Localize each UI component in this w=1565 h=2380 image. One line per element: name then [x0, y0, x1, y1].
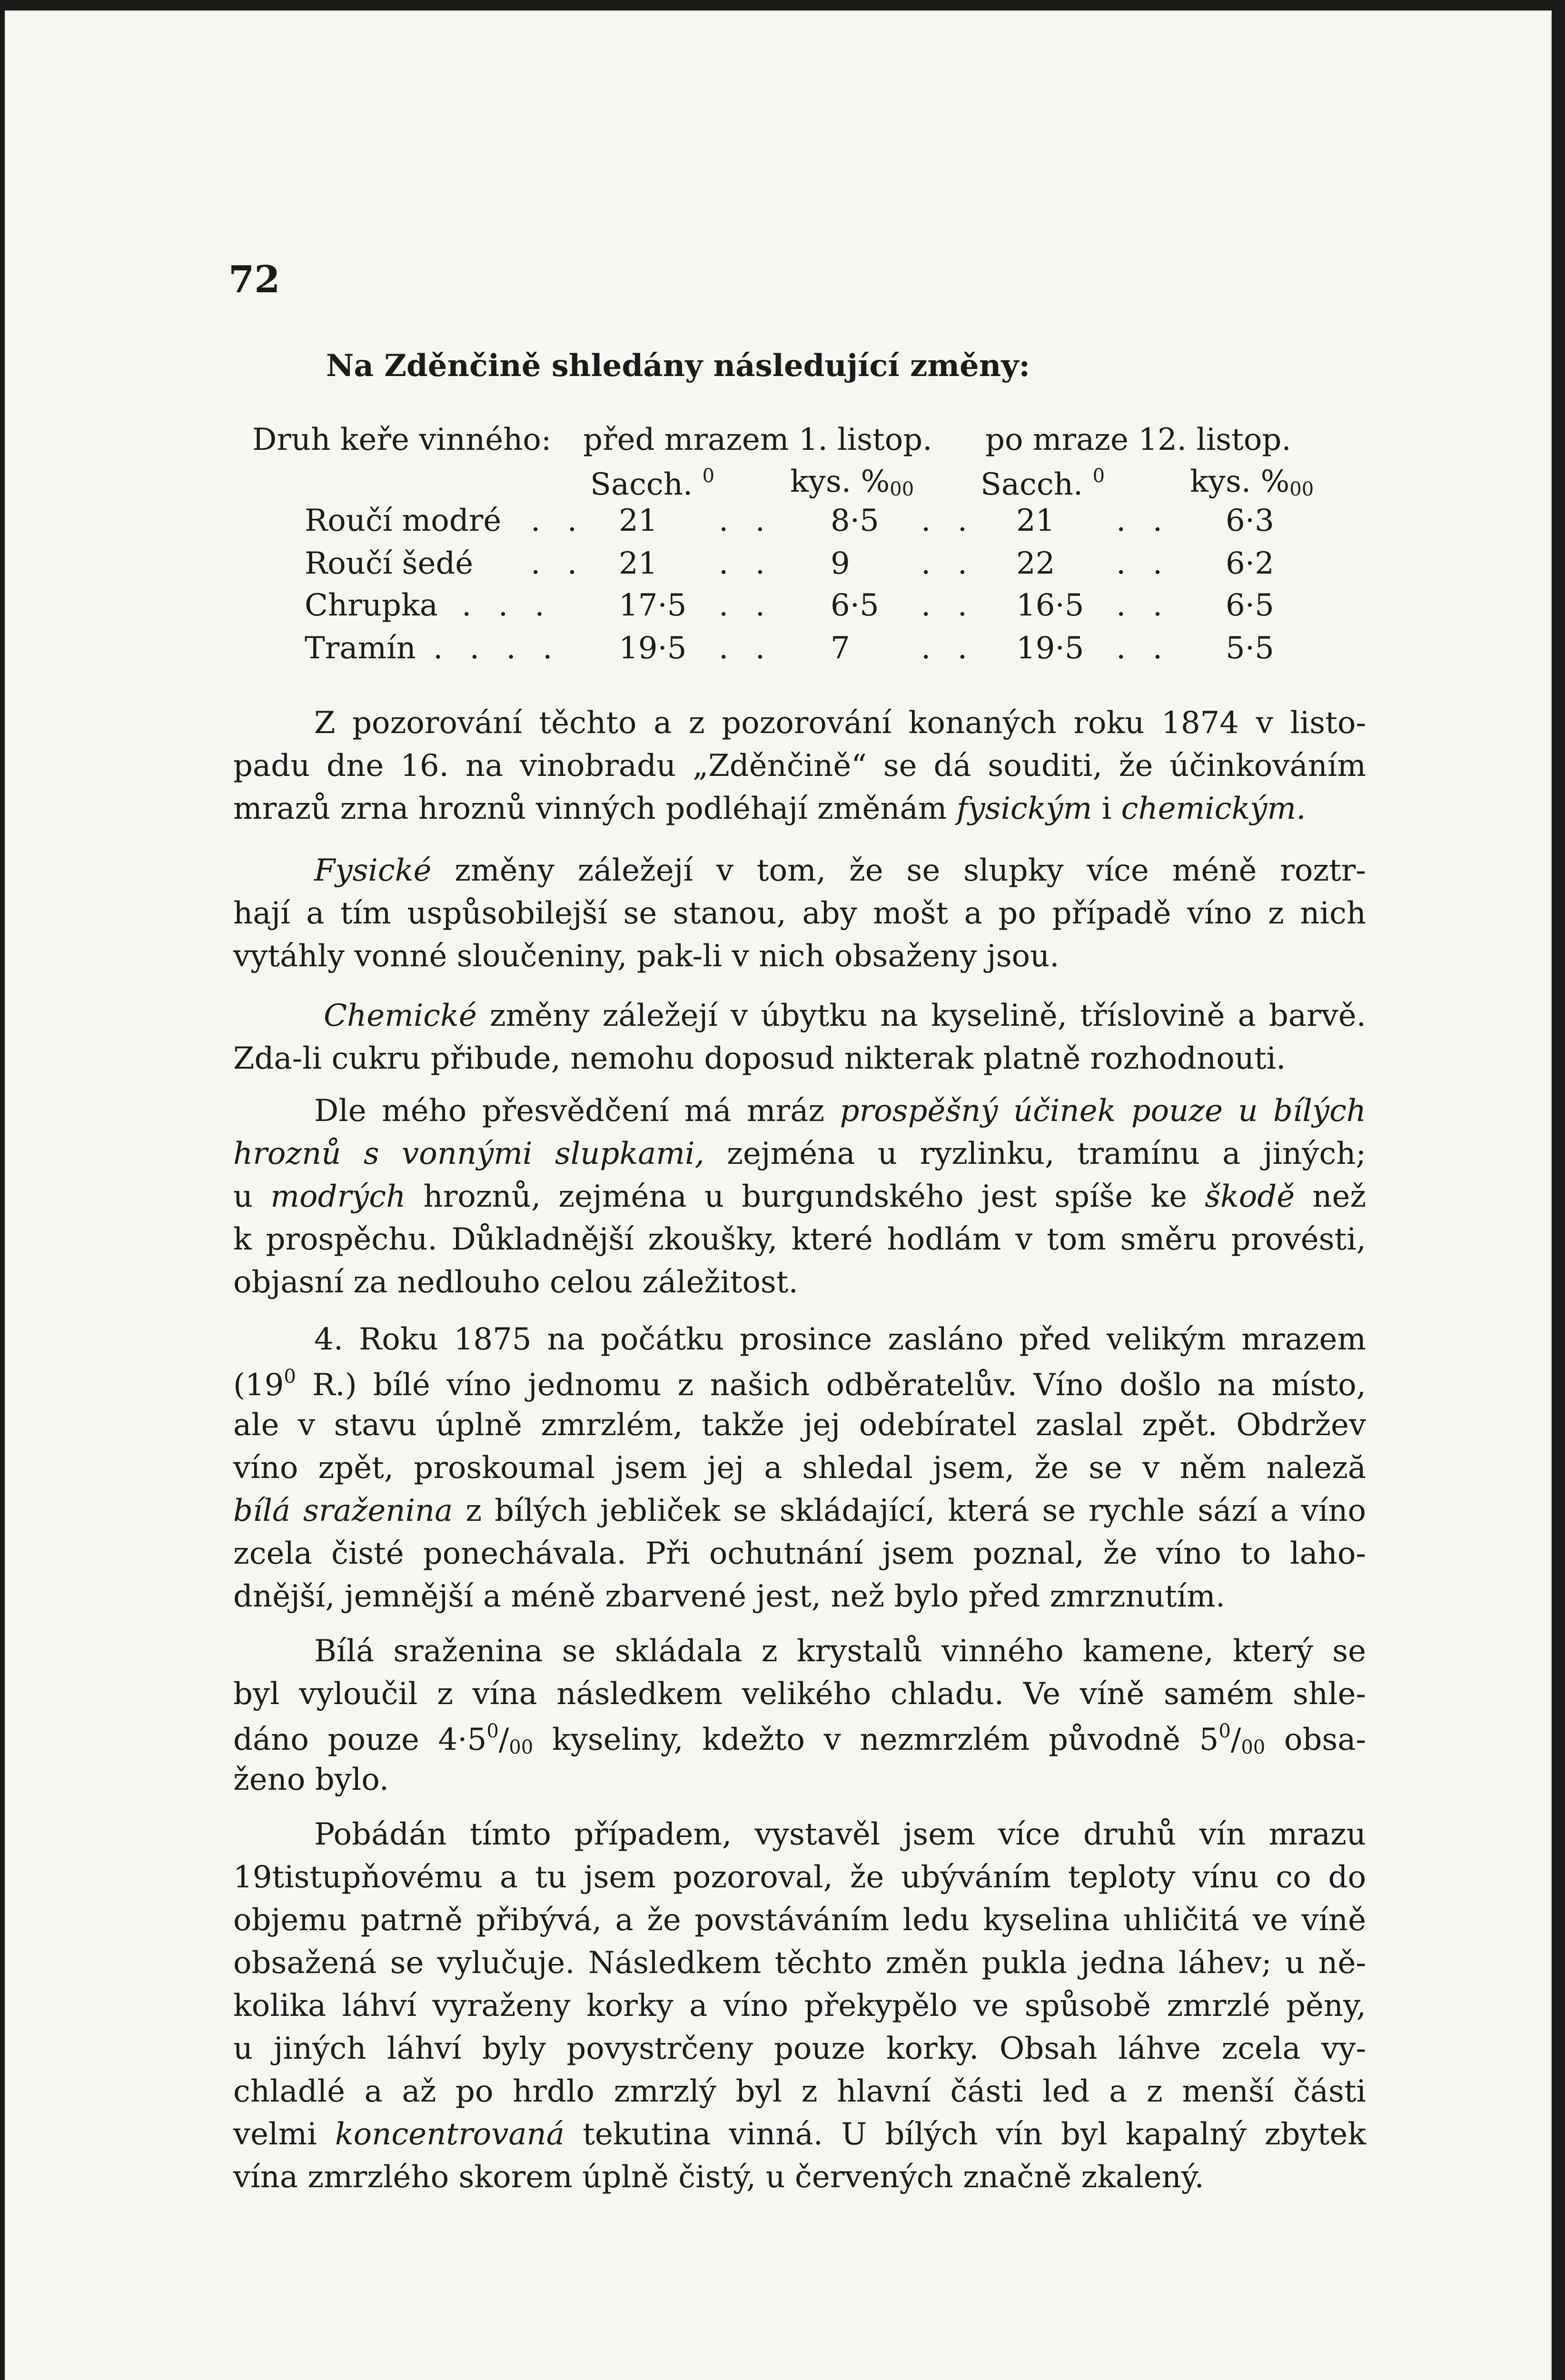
paragraph-line: Fysické změny záležejí v tom, že se slupky více méně roztr-	[314, 853, 1367, 888]
table-cell-sep: . .	[719, 588, 774, 623]
table-row-leader: . . . .	[433, 631, 561, 666]
table-row-name: Roučí modré	[305, 503, 502, 538]
table-cell-acid-before: 7	[831, 631, 850, 666]
paragraph-line: mrazů zrna hroznů vinných podléhají změnám fysickým i chemickým.	[233, 791, 1306, 826]
table-cell-acid-after: 5·5	[1226, 631, 1274, 666]
table-cell-sep: . .	[719, 546, 774, 581]
table-cell-sep: . .	[921, 546, 976, 581]
table-sugar-header-before: Sacch. $^0$	[590, 465, 715, 502]
table-cell-sep: . .	[1116, 588, 1171, 623]
paragraph-line: Bílá sraženina se skládala z krystalů vinného kamene, který se	[314, 1634, 1366, 1669]
paragraph-line: vytáhly vonné sloučeniny, pak-li v nich obsaženy jsou.	[233, 939, 1060, 974]
table-cell-sep: . .	[719, 631, 774, 666]
paragraph-line: vína zmrzlého skorem úplně čistý, u červených značně zkalený.	[233, 2160, 1204, 2195]
table-cell-sugar-after: 16·5	[1016, 588, 1084, 623]
paragraph-line: Dle mého přesvědčení má mráz prospěšný účinek pouze u bílých	[314, 1093, 1367, 1129]
table-cell-sugar-before: 19·5	[619, 631, 687, 666]
table-cell-acid-after: 6·5	[1226, 588, 1274, 623]
table-cell-sugar-before: 17·5	[619, 588, 687, 623]
table-cell-sugar-before: 21	[619, 546, 658, 581]
paragraph-line: kolika láhví vyraženy korky a víno překypělo ve spůsobě zmrzlé pěny,	[233, 1988, 1366, 2023]
table-cell-sep: . .	[1116, 503, 1171, 538]
paragraph-line: hroznů s vonnými slupkami, zejména u ryzlinku, tramínu a jiných;	[233, 1136, 1367, 1171]
paragraph-line: objemu patrně přibývá, a že povstáváním ledu kyselina uhličitá ve víně	[233, 1903, 1366, 1938]
paragraph-line: Chemické změny záležejí v úbytku na kyselině, tříslovině a barvě.	[324, 998, 1367, 1033]
section-heading: Na Zděnčině shledány následující změny:	[326, 348, 1030, 384]
table-cell-acid-after: 6·3	[1226, 503, 1274, 538]
paragraph-line: byl vyloučil z vína následkem velikého chladu. Ve víně samém shle-	[233, 1676, 1366, 1712]
table-cell-sep: . .	[1116, 631, 1171, 666]
paragraph-line: Zda-li cukru přibude, nemohu doposud nikterak platně rozhodnouti.	[233, 1041, 1286, 1076]
paragraph-line: velmi koncentrovaná tekutina vinná. U bílých vín byl kapalný zbytek	[233, 2117, 1367, 2152]
table-cell-sugar-after: 22	[1016, 546, 1055, 581]
paragraph-line: dáno pouze $4\cdot 5^0/00$ kyseliny, kdežto v nezmrzlém původně $5^0/00$ obsa-	[233, 1720, 1367, 1758]
table-cell-sugar-after: 21	[1016, 503, 1055, 538]
paragraph-line: dnější, jemnější a méně zbarvené jest, než bylo před zmrznutím.	[233, 1579, 1226, 1614]
paragraph-line: obsažená se vylučuje. Následkem těchto změn pukla jedna láhev; u ně-	[233, 1945, 1366, 1981]
table-col-variety-header: Druh keře vinného:	[252, 422, 552, 457]
paragraph-line: ženo bylo.	[233, 1762, 389, 1797]
table-after-frost-header: po mraze 12. listop.	[985, 422, 1291, 457]
table-cell-sep: . .	[921, 503, 976, 538]
paragraph-line: zcela čisté ponechávala. Při ochutnání jsem poznal, že víno to laho-	[233, 1536, 1366, 1571]
table-before-frost-header: před mrazem 1. listop.	[583, 422, 932, 457]
table-cell-sep: . .	[921, 631, 976, 666]
paragraph-line: bílá sraženina z bílých jebliček se skládající, která se rychle sází a víno	[233, 1493, 1367, 1528]
table-cell-acid-before: 8·5	[831, 503, 879, 538]
paragraph-line: k prospěchu. Důkladnější zkoušky, které hodlám v tom směru provésti,	[233, 1222, 1366, 1257]
paragraph-line: Z pozorování těchto a z pozorování konaných roku 1874 v listo-	[314, 705, 1366, 741]
paragraph-line: ($19^0$ R.) bílé víno jednomu z našich odběratelův. Víno došlo na místo,	[233, 1366, 1367, 1403]
table-row-leader: . . .	[462, 588, 553, 623]
paragraph-line: hají a tím uspůsobilejší se stanou, aby mošt a po případě víno z nich	[233, 896, 1366, 931]
paragraph-line: padu dne 16. na vinobradu „Zděnčině“ se dá souditi, že účinkováním	[233, 748, 1366, 783]
paragraph-line: 4. Roku 1875 na počátku prosince zasláno před velikým mrazem	[314, 1322, 1366, 1357]
paragraph-line: ale v stavu úplně zmrzlém, takže jej odebíratel zaslal zpět. Obdržev	[233, 1408, 1366, 1443]
table-cell-sep: . .	[719, 503, 774, 538]
table-sugar-header-after: Sacch. $^0$	[981, 465, 1105, 502]
table-row-name: Tramín	[305, 631, 416, 666]
table-row-leader: . .	[531, 546, 586, 581]
paragraph-line: u jiných láhví byly povystrčeny pouze korky. Obsah láhve zcela vy-	[233, 2031, 1366, 2066]
paragraph-line: objasní za nedlouho celou záležitost.	[233, 1265, 798, 1300]
table-row-name: Roučí šedé	[305, 546, 474, 581]
table-row-name: Chrupka	[305, 588, 438, 623]
book-page	[5, 10, 1552, 2380]
table-cell-acid-before: 6·5	[831, 588, 879, 623]
paragraph-line: 19tistupňovému a tu jsem pozoroval, že ubýváním teploty vínu co do	[233, 1860, 1366, 1895]
paragraph-line: chladlé a až po hrdlo zmrzlý byl z hlavní části led a z menší části	[233, 2074, 1366, 2109]
table-cell-acid-before: 9	[831, 546, 850, 581]
page-number: 72	[228, 258, 280, 301]
table-acid-header-after: kys. %00	[1190, 464, 1314, 500]
paragraph-line: víno zpět, proskoumal jsem jej a shledal jsem, že se v něm naleză	[233, 1450, 1366, 1486]
table-cell-sugar-after: 19·5	[1016, 631, 1084, 666]
table-cell-sep: . .	[921, 588, 976, 623]
table-acid-header-before: kys. %00	[790, 464, 914, 500]
table-cell-sep: . .	[1116, 546, 1171, 581]
table-cell-acid-after: 6·2	[1226, 546, 1274, 581]
table-row-leader: . .	[531, 503, 586, 538]
table-cell-sugar-before: 21	[619, 503, 658, 538]
paragraph-line: u modrých hroznů, zejména u burgundského jest spíše ke škodě než	[233, 1179, 1367, 1214]
paragraph-line: Pobádán tímto případem, vystavěl jsem více druhů vín mrazu	[314, 1817, 1366, 1852]
